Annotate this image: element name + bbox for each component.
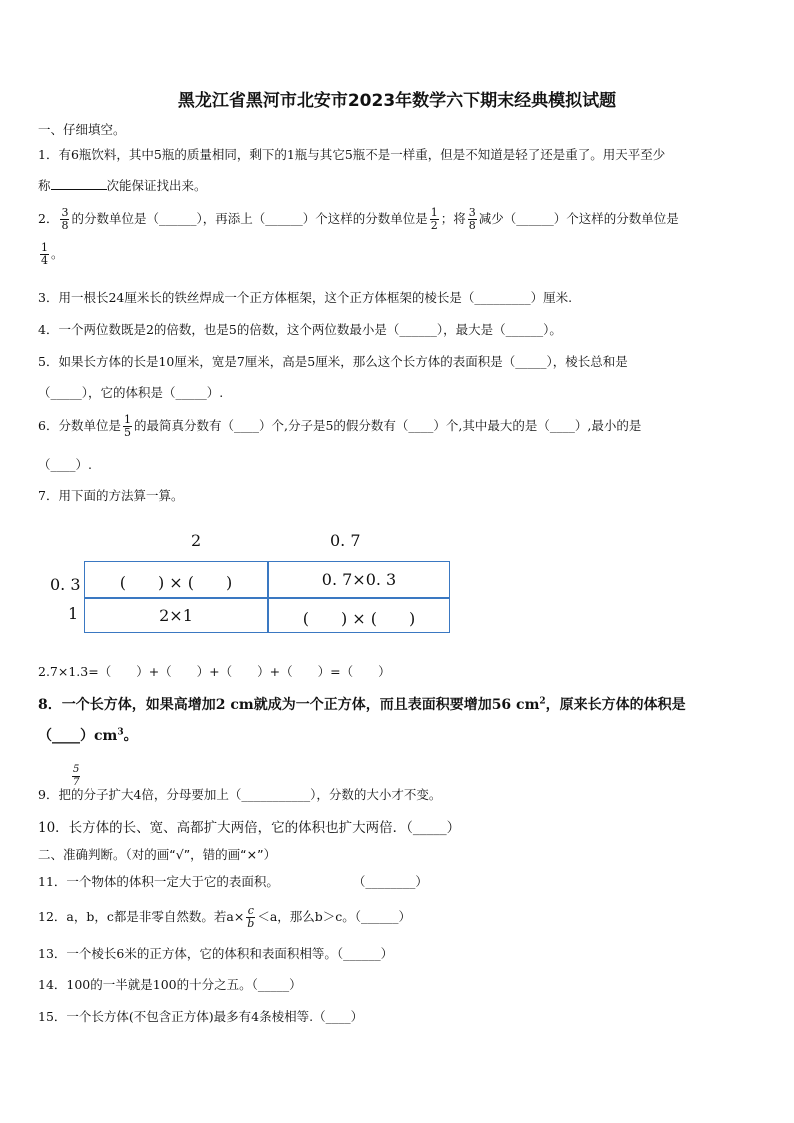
denominator: 2 <box>430 219 438 232</box>
question-4: 4．一个两位数既是2的倍数，也是5的倍数，这个两位数最小是（______），最大是（______）。 <box>38 322 562 337</box>
question-14: 14．100的一半就是100的十分之五。（_____） <box>38 977 302 992</box>
superscript: 3 <box>117 727 124 738</box>
question-8-text: （____）cm <box>38 728 118 744</box>
question-8-line-2 <box>38 728 138 744</box>
question-7-equation: 2.7×1.3=（ ）+（ ）+（ ）+（ ）=（ ） <box>38 664 391 679</box>
numerator: 3 <box>61 206 69 219</box>
section-heading-fill: 一、仔细填空。 <box>38 122 126 137</box>
denominator: 7 <box>73 777 80 788</box>
fraction <box>40 242 49 267</box>
question-10: 10．长方体的长、宽、高都扩大两倍，它的体积也扩大两倍．（_____） <box>38 820 461 836</box>
section-heading-judge: 二、准确判断。（对的画“√”，错的画“×”） <box>38 847 277 862</box>
numerator: 1 <box>123 413 131 426</box>
question-12-text: 12．a，b，c都是非零自然数。若a× <box>38 909 245 924</box>
grid-cell-top-right: 0. 7×0. 3 <box>321 570 397 589</box>
row-label-2: 1 <box>68 604 79 623</box>
question-13: 13．一个棱长6米的正方体，它的体积和表面积相等。（______） <box>38 946 394 961</box>
question-8-text: ，原来长方体的体积是 <box>545 697 686 713</box>
numerator: 5 <box>73 764 80 775</box>
fraction <box>60 207 69 232</box>
question-2-text: ；将 <box>440 211 466 226</box>
grid-cell-top-left: ( ) × ( ) <box>119 573 233 592</box>
question-12 <box>38 905 411 930</box>
denominator: 5 <box>123 426 131 439</box>
grid-cell-bottom-right: ( ) × ( ) <box>302 609 416 628</box>
question-11-text: 11．一个物体的体积一定大于它的表面积。 <box>38 874 279 889</box>
fraction <box>123 414 132 439</box>
question-1-text-end: 次能保证找出来。 <box>106 178 207 193</box>
denominator: 8 <box>468 219 476 232</box>
question-9 <box>38 787 441 803</box>
question-6-line-1 <box>38 414 641 439</box>
denominator: b <box>247 917 255 930</box>
question-6-text: 的最简真分数有（____）个,分子是5的假分数有（____）个,其中最大的是（____）,最小的是 <box>133 418 642 433</box>
column-label-1: 2 <box>191 531 202 550</box>
question-9-text: 的分子扩大4倍，分母要加上（___________），分数的大小才不变。 <box>70 787 442 802</box>
multiplication-grid <box>84 561 450 633</box>
question-9-text: 9．把 <box>38 787 71 802</box>
fraction <box>468 207 477 232</box>
fraction <box>246 905 255 930</box>
numerator: 1 <box>430 206 438 219</box>
answer-blank[interactable] <box>51 177 107 190</box>
column-label-2: 0. 7 <box>330 531 361 550</box>
superscript: 2 <box>539 696 546 707</box>
question-15: 15．一个长方体(不包含正方体)最多有4条棱相等.（____） <box>38 1009 364 1024</box>
answer-blank[interactable]: （________） <box>352 874 428 889</box>
question-8-text: 。 <box>123 728 138 744</box>
question-2-text-end: 。 <box>51 246 64 261</box>
grid-divider <box>85 597 449 599</box>
question-6-text: 6．分数单位是 <box>38 418 121 433</box>
numerator: 1 <box>41 241 48 254</box>
question-2-text: 的分数单位是（______），再添上（______）个这样的分数单位是 <box>71 211 428 226</box>
denominator: 8 <box>61 219 69 232</box>
question-2-line-2 <box>38 242 64 267</box>
question-12-text: ＜a，那么b＞c。（______） <box>257 909 412 924</box>
numerator: 3 <box>468 206 476 219</box>
question-1-line-2 <box>38 177 207 194</box>
question-6-line-2: （____）. <box>38 457 92 472</box>
denominator: 4 <box>41 254 48 267</box>
question-5-line-2: （_____），它的体积是（_____）. <box>38 385 224 400</box>
question-7: 7．用下面的方法算一算。 <box>38 488 184 503</box>
question-number: 2． <box>38 211 59 226</box>
question-2-text: 减少（______）个这样的分数单位是 <box>478 211 679 226</box>
row-label-1: 0. 3 <box>50 575 81 594</box>
question-2-line-1 <box>38 207 679 232</box>
question-5-line-1: 5．如果长方体的长是10厘米，宽是7厘米，高是5厘米，那么这个长方体的表面积是（_____），棱长总和是 <box>38 354 628 369</box>
numerator: c <box>247 904 254 917</box>
question-8-line-1 <box>38 697 686 713</box>
question-11 <box>38 874 428 890</box>
question-1-text: 称 <box>38 178 51 193</box>
question-3: 3．用一根长24厘米长的铁丝焊成一个正方体框架，这个正方体框架的棱长是（_________）厘米. <box>38 290 573 305</box>
grid-cell-bottom-left: 2×1 <box>159 606 193 625</box>
question-1-line-1: 1．有6瓶饮料，其中5瓶的质量相同，剩下的1瓶与其它5瓶不是一样重，但是不知道是轻了还是重了。用天平至少 <box>38 147 666 162</box>
question-8-text: 8．一个长方体，如果高增加2 cm就成为一个正方体，而且表面积要增加56 cm <box>38 697 540 713</box>
fraction <box>72 764 80 789</box>
fraction <box>430 207 439 232</box>
page-title: 黑龙江省黑河市北安市2023年数学六下期末经典模拟试题 <box>177 91 617 111</box>
